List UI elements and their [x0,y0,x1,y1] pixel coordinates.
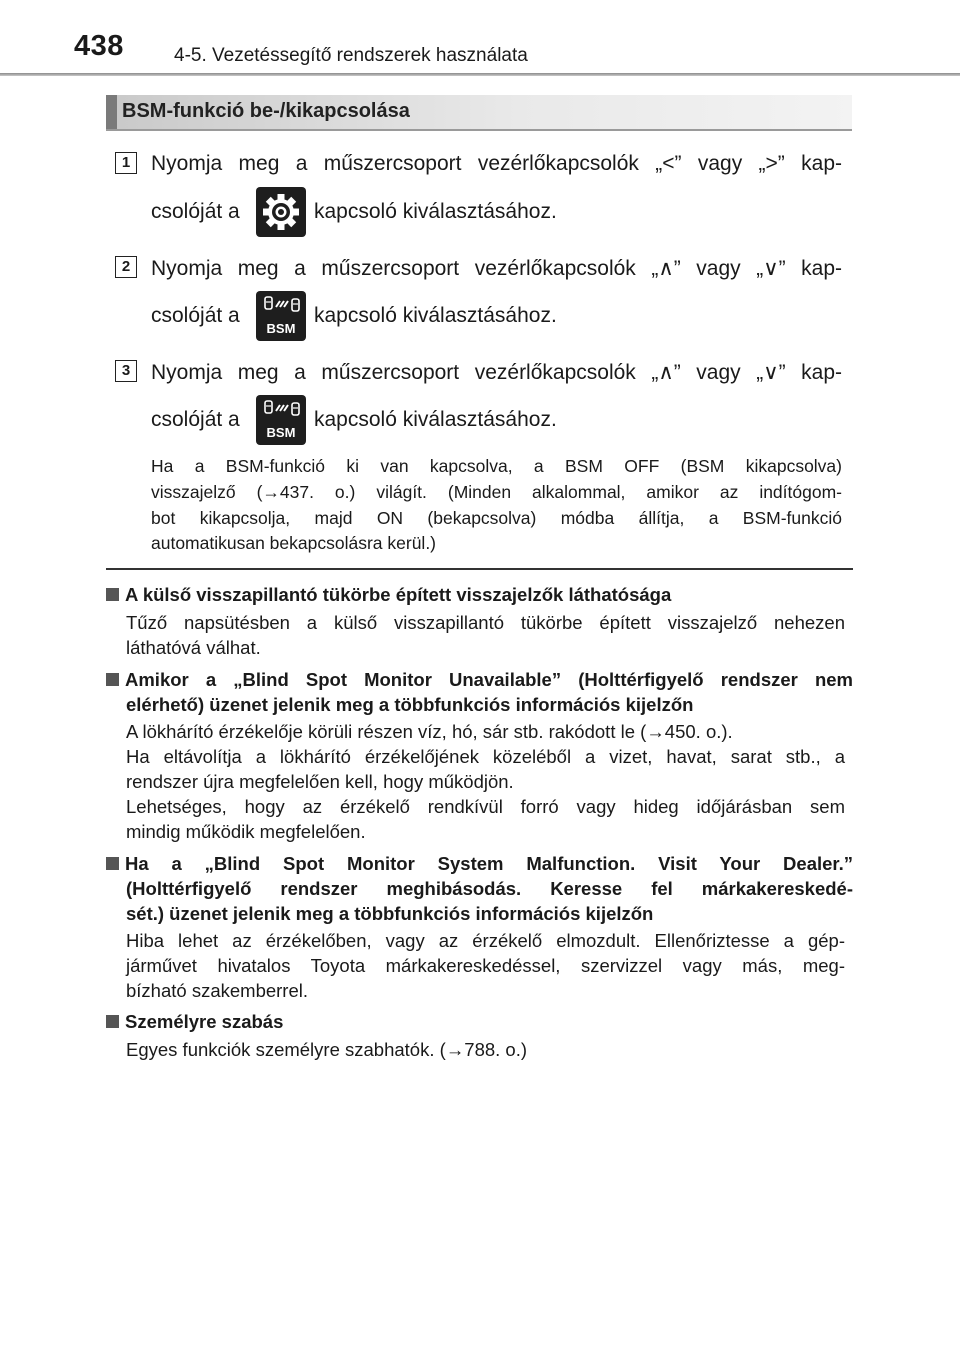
item-heading-malfunction: Ha a „Blind Spot Monitor System Malfunction. Visit Your Dealer.” [106,853,853,875]
step-number-2: 2 [115,256,137,278]
item-body-line: láthatóvá válhat. [126,637,261,658]
step-number-1: 1 [115,152,137,174]
settings-gear-icon [256,187,306,237]
note-line-3: bot kikapcsolja, majd ON (bekapcsolva) módba állítja, a BSM-funkció [151,508,842,528]
note-line-2: visszajelző (→437. o.) világít. (Minden alkalommal, amikor az indítógom- [151,482,842,502]
item-body-line: rendszer újra megfelelően kell, hogy működjön. [126,771,514,792]
item-body-line: mindig működik megfelelően. [126,821,366,842]
item-body-line: Tűző napsütésben a külső visszapillantó tükörbe épített visszajelző nehezen [126,612,845,633]
item-body-line: A lökhárító érzékelője körüli részen víz, hó, sár stb. rakódott le (→450. o.). [126,721,733,742]
step-1-line-2-before: csolóját a [151,200,240,223]
item-body-line: Ha eltávolítja a lökhárító érzékelőjének közeléből a vizet, havat, sarat stb., a [126,746,845,767]
item-body-line: Lehetséges, hogy az érzékelő rendkívül forró vagy hideg időjárásban sem [126,796,845,817]
step-3-line-1: Nyomja meg a műszercsoport vezérlőkapcsolók „∧” vagy „∨” kap- [151,361,842,384]
item-heading-unavailable: Amikor a „Blind Spot Monitor Unavailable” (Holttérfigyelő rendszer nem [106,669,853,691]
item-heading-cont: sét.) üzenet jelenik meg a többfunkciós információs kijelzőn [126,903,654,924]
step-2-line-1: Nyomja meg a műszercsoport vezérlőkapcsolók „∧” vagy „∨” kap- [151,257,842,280]
note-line-1: Ha a BSM-funkció ki van kapcsolva, a BSM OFF (BSM kikapcsolva) [151,456,842,476]
section-title: BSM-funkció be-/kikapcsolása [122,100,410,122]
item-heading-visibility: A külső visszapillantó tükörbe épített visszajelzők láthatósága [106,584,671,606]
section-accent [106,95,117,129]
page-number: 438 [74,30,124,62]
item-heading-cont: (Holttérfigyelő rendszer meghibásodás. Keresse fel márkakereskedé- [126,878,853,899]
page-header [0,0,960,72]
header-rule [0,73,960,76]
item-body-line: bízható szakemberrel. [126,980,309,1001]
step-2-line-2-before: csolóját a [151,304,240,327]
note-line-4: automatikusan bekapcsolásra kerül.) [151,533,437,553]
bullet-square-icon [106,588,119,601]
item-body-line: járművet hivatalos Toyota márkakereskedéssel, szervizzel vagy más, meg- [126,955,845,976]
step-3-line-2-after: kapcsoló kiválasztásához. [314,408,557,431]
bullet-square-icon [106,673,119,686]
running-head: 4-5. Vezetéssegítő rendszerek használata [174,45,528,66]
bullet-square-icon [106,1015,119,1028]
step-2-line-2-after: kapcsoló kiválasztásához. [314,304,557,327]
bsm-icon [256,395,306,445]
step-1-line-2-after: kapcsoló kiválasztásához. [314,200,557,223]
svg-text:BSM: BSM [266,425,296,440]
item-heading-cont: elérhető) üzenet jelenik meg a többfunkciós információs kijelzőn [126,694,694,715]
bsm-icon [256,291,306,341]
step-1-line-1: Nyomja meg a műszercsoport vezérlőkapcsolók „<” vagy „>” kap- [151,152,842,175]
svg-text:BSM: BSM [266,321,296,336]
step-number-3: 3 [115,360,137,382]
step-3-line-2-before: csolóját a [151,408,240,431]
section-heading-bar [106,95,852,131]
item-body-line: Hiba lehet az érzékelőben, vagy az érzékelő elmozdult. Ellenőriztesse a gép- [126,930,845,951]
section-divider [106,568,853,570]
bullet-square-icon [106,857,119,870]
item-heading-customization: Személyre szabás [106,1011,283,1033]
item-body-line: Egyes funkciók személyre szabhatók. (→788. o.) [126,1039,528,1060]
